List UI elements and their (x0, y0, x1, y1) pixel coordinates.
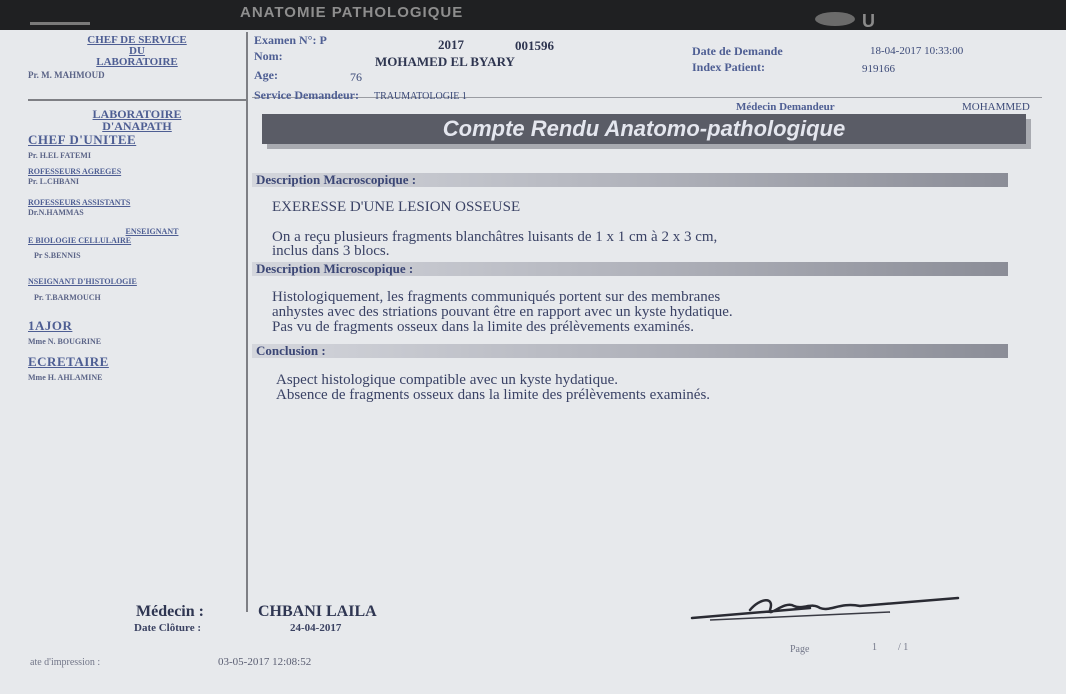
agreges-title: ROFESSEURS AGREGES (28, 167, 122, 176)
impression-label: ate d'impression : (30, 657, 101, 668)
macro-line-2: On a reçu plusieurs fragments blanchâtres luisants de 1 x 1 cm à 2 x 3 cm, (272, 229, 718, 245)
assistants-title: ROFESSEURS ASSISTANTS (28, 198, 131, 207)
conclusion-line-2: Absence de fragments osseux dans la limite des prélèvements examinés. (276, 387, 711, 403)
chef-service-title-1: CHEF DE SERVICE (87, 34, 187, 46)
nom-label: Nom: (254, 49, 283, 63)
examen-year: 2017 (438, 37, 464, 52)
sidebar-enseignant-bio (28, 227, 246, 245)
assistants-name: Dr.N.HAMMAS (28, 208, 84, 217)
examen-number: 001596 (515, 38, 554, 53)
macro-line-1: EXERESSE D'UNE LESION OSSEUSE (272, 199, 521, 215)
nom-value: MOHAMED EL BYARY (375, 54, 515, 69)
secretaire-name: Mme H. AHLAMINE (28, 373, 103, 382)
enseignant-bio-name: Pr S.BENNIS (34, 251, 81, 260)
sidebar-divider (246, 32, 248, 612)
service-label: Service Demandeur: (254, 88, 359, 102)
macro-section-header (252, 173, 1008, 187)
micro-line-2: anhystes avec des striations pouvant être en rapport avec un kyste hydatique. (272, 304, 733, 320)
index-value: 919166 (862, 63, 895, 75)
micro-title: Description Microscopique : (256, 261, 414, 276)
page-current: 1 (872, 642, 877, 653)
sidebar-laboratoire (28, 108, 246, 132)
age-value: 76 (350, 70, 362, 84)
cloture-value: 24-04-2017 (290, 622, 342, 634)
top-rule (30, 22, 90, 25)
macro-title: Description Macroscopique : (256, 172, 417, 187)
conclusion-section-header (252, 344, 1008, 358)
lab-title-1: LABORATOIRE (92, 107, 182, 121)
header-divider (252, 97, 1042, 98)
logo-mark-icon (815, 12, 855, 26)
conclusion-title: Conclusion : (256, 343, 326, 358)
macro-line-3: inclus dans 3 blocs. (272, 243, 390, 259)
agreges-name: Pr. L.CHBANI (28, 177, 80, 186)
page-label: Page (790, 644, 810, 655)
service-value: TRAUMATOLOGIE 1 (374, 91, 467, 102)
enseignant-histo-title: NSEIGNANT D'HISTOLOGIE (28, 277, 137, 286)
conclusion-line-1: Aspect histologique compatible avec un kyste hydatique. (276, 372, 618, 388)
medecin-demandeur-value: MOHAMMED (962, 101, 1030, 113)
micro-line-1: Histologiquement, les fragments communiqués portent sur des membranes (272, 289, 721, 305)
institution-title: ANATOMIE PATHOLOGIQUE (240, 4, 464, 21)
medecin-demandeur-label: Médecin Demandeur (736, 101, 835, 113)
chef-service-title-3: LABORATOIRE (96, 56, 178, 68)
micro-line-3: Pas vu de fragments osseux dans la limite des prélèvements examinés. (272, 319, 694, 335)
micro-section-header (252, 262, 1008, 276)
impression-value: 03-05-2017 12:08:52 (218, 656, 312, 668)
enseignant-bio-title-1: ENSEIGNANT (125, 227, 179, 236)
examen-label: Examen N°: P (254, 33, 327, 47)
medecin-value: CHBANI LAILA (258, 603, 377, 620)
secretaire-title: ECRETAIRE (28, 354, 109, 369)
age-label: Age: (254, 68, 278, 82)
medecin-label: Médecin : (136, 603, 204, 620)
date-demande-label: Date de Demande (692, 44, 783, 58)
enseignant-histo-name: Pr. T.BARMOUCH (34, 293, 101, 302)
date-demande-value: 18-04-2017 10:33:00 (870, 45, 964, 57)
logo-text: U (862, 11, 875, 31)
major-name: Mme N. BOUGRINE (28, 337, 102, 346)
chef-unite-title: CHEF D'UNITEE (28, 132, 137, 147)
chef-service-name: Pr. M. MAHMOUD (28, 70, 105, 80)
major-title: 1AJOR (28, 318, 73, 333)
report-banner-title: Compte Rendu Anatomo-pathologique (262, 114, 1026, 144)
index-label: Index Patient: (692, 60, 765, 74)
enseignant-bio-title-2: E BIOLOGIE CELLULAIRE (28, 236, 132, 245)
chef-unite-name: Pr. H.EL FATEMI (28, 151, 91, 160)
sidebar-top-divider (28, 99, 246, 101)
signature-icon (690, 588, 960, 628)
chef-service-title-2: DU (129, 45, 145, 57)
top-header-strip (0, 0, 1066, 30)
sidebar-chef-service (28, 35, 246, 68)
page-total: / 1 (898, 642, 909, 653)
cloture-label: Date Clôture : (134, 622, 201, 634)
lab-title-2: D'ANAPATH (102, 119, 172, 133)
